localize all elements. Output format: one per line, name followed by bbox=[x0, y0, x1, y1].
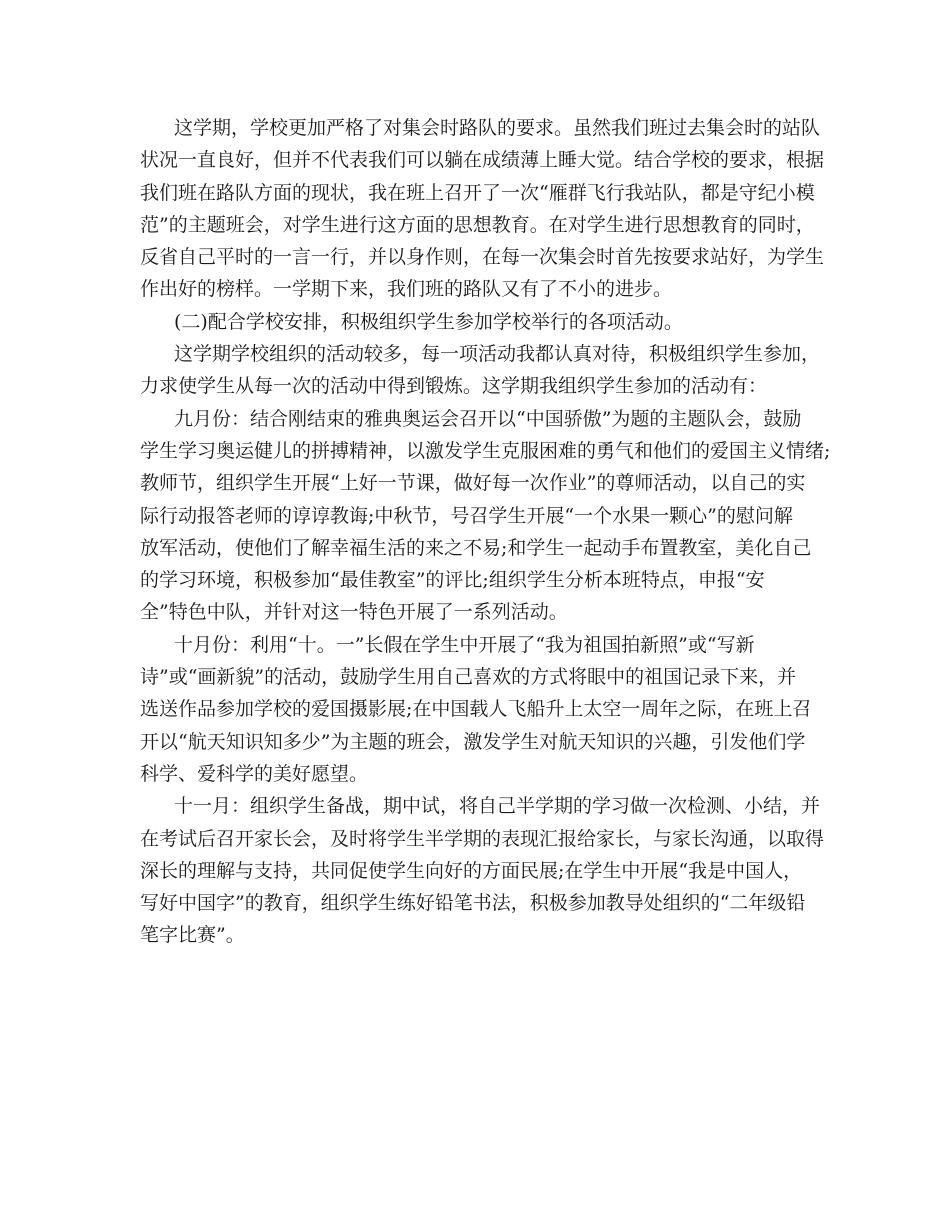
paragraph-line: 作出好的榜样。一学期下来，我们班的路队又有了不小的进步。 bbox=[140, 278, 673, 301]
paragraph-line: 全”特色中队，并针对这一特色开展了一系列活动。 bbox=[140, 601, 568, 624]
paragraph-line: 范”的主题班会，对学生进行这方面的思想教育。在对学生进行思想教育的同时， bbox=[140, 213, 815, 236]
paragraph-line: 深长的理解与支持，共同促使学生向好的方面民展;在学生中开展“我是中国人， bbox=[140, 859, 803, 882]
document-body bbox=[140, 112, 831, 952]
paragraph-line: 这学期学校组织的活动较多，每一项活动我都认真对待，积极组织学生参加， bbox=[174, 343, 821, 366]
paragraph-line: 的学习环境，积极参加“最佳教室”的评比;组织学生分析本班特点，申报“安 bbox=[140, 569, 765, 592]
paragraph-line: 教师节，组织学生开展“上好一节课，做好每一次作业”的尊师活动，以自己的实 bbox=[140, 472, 806, 495]
paragraph-line: 开以“航天知识知多少”为主题的班会，激发学生对航天知识的兴趣，引发他们学 bbox=[140, 730, 806, 753]
section-heading: (二)配合学校安排，积极组织学生参加学校举行的各项活动。 bbox=[174, 310, 683, 333]
paragraph-line: 状况一直良好，但并不代表我们可以躺在成绩薄上睡大觉。结合学校的要求，根据 bbox=[140, 149, 825, 172]
paragraph-line: 在考试后召开家长会，及时将学生半学期的表现汇报给家长，与家长沟通，以取得 bbox=[140, 827, 825, 850]
paragraph-line: 九月份：结合刚结束的雅典奥运会召开以“中国骄傲”为题的主题队会，鼓励 bbox=[174, 407, 802, 430]
paragraph-line: 反省自己平时的一言一行，并以身作则，在每一次集会时首先按要求站好，为学生 bbox=[140, 246, 825, 269]
paragraph-line: 选送作品参加学校的爱国摄影展;在中国载人飞船升上太空一周年之际，在班上召 bbox=[140, 698, 812, 721]
paragraph-line: 十一月：组织学生备战，期中试，将自己半学期的学习做一次检测、小结，并 bbox=[174, 795, 821, 818]
paragraph-line: 我们班在路队方面的现状，我在班上召开了一次“雁群飞行我站队，都是守纪小模 bbox=[140, 181, 815, 204]
paragraph-line: 学生学习奥运健儿的拼搏精神，以激发学生克服困难的勇气和他们的爱国主义情绪; bbox=[140, 439, 831, 462]
paragraph-line: 诗”或“画新貌”的活动，鼓励学生用自己喜欢的方式将眼中的祖国记录下来，并 bbox=[140, 666, 797, 689]
paragraph-line: 力求使学生从每一次的活动中得到锻炼。这学期我组织学生参加的活动有： bbox=[140, 375, 768, 398]
paragraph-line: 放军活动，使他们了解幸福生活的来之不易;和学生一起动手布置教室，美化自己 bbox=[140, 536, 812, 559]
paragraph-line: 笔字比赛”。 bbox=[140, 924, 245, 947]
paragraph-line: 科学、爱科学的美好愿望。 bbox=[140, 762, 369, 785]
paragraph-line: 十月份：利用“十。一”长假在学生中开展了“我为祖国拍新照”或“写新 bbox=[174, 633, 755, 656]
paragraph-line: 写好中国字”的教育，组织学生练好铅笔书法，积极参加教导处组织的“二年级铅 bbox=[140, 892, 806, 915]
paragraph-line: 际行动报答老师的谆谆教诲;中秋节，号召学生开展“一个水果一颗心”的慰问解 bbox=[140, 504, 793, 527]
paragraph-line: 这学期，学校更加严格了对集会时路队的要求。虽然我们班过去集会时的站队 bbox=[174, 117, 821, 139]
